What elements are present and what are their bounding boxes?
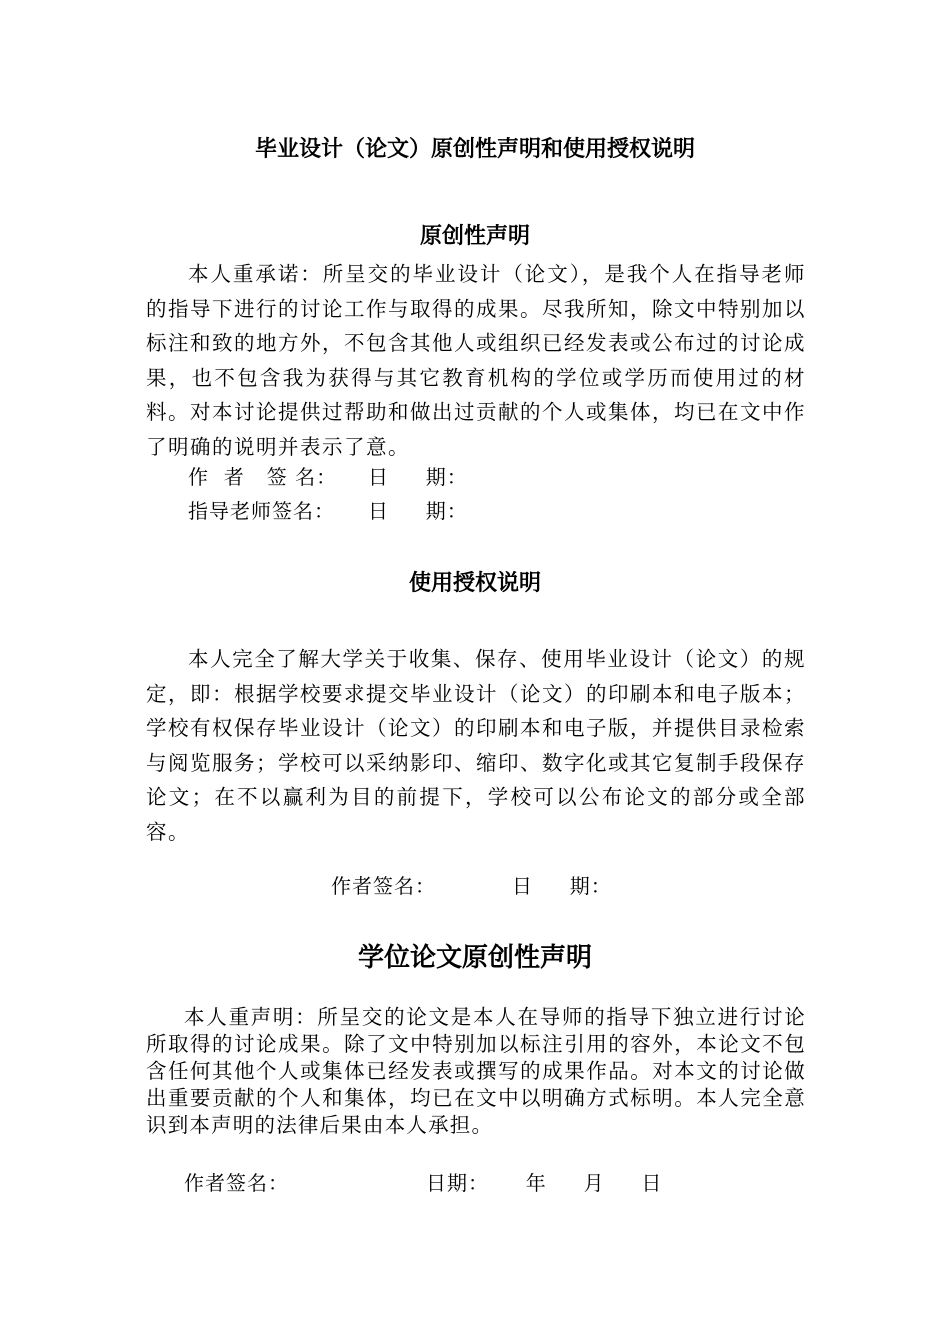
originality-advisor-sign-label: 指导老师签名：: [188, 499, 335, 523]
originality-advisor-date-label: 日 期：: [368, 499, 468, 523]
originality-body: 本人重承诺：所呈交的毕业设计（论文），是我个人在指导老师的指导下进行的讨论工作与取得的成果。尽我所知，除文中特别加以标注和致的地方外，不包含其他人或组织已经发表或公布过的讨论成果，也不包含我为获得与其它教育机构的学位或学历而使用过的材料。对本讨论提供过帮助和做出过贡献的个人或集体，均已在文中作了明确的说明并表示了意。: [146, 262, 806, 459]
authorization-date-label: 日 期：: [512, 874, 612, 898]
authorization-body: 本人完全了解大学关于收集、保存、使用毕业设计（论文）的规定，即：根据学校要求提交毕业设计（论文）的印刷本和电子版本；学校有权保存毕业设计（论文）的印刷本和电子版，并提供目录检索与阅览服务；学校可以采纳影印、缩印、数字化或其它复制手段保存论文；在不以赢利为目的前提下，学校可以公布论文的部分或全部容。: [146, 647, 806, 844]
degree-heading: 学位论文原创性声明: [357, 943, 592, 973]
originality-heading: 原创性声明: [419, 224, 530, 249]
degree-body: 本人重声明：所呈交的论文是本人在导师的指导下独立进行讨论所取得的讨论成果。除了文中特别加以标注引用的容外，本论文不包含任何其他个人或集体已经发表或撰写的成果作品。对本文的讨论做出重要贡献的个人和集体，均已在文中以明确方式标明。本人完全意识到本声明的法律后果由本人承担。: [146, 1005, 806, 1137]
authorization-heading: 使用授权说明: [408, 571, 541, 596]
degree-date-line: 日期： 年 月 日: [426, 1171, 663, 1195]
originality-author-date-label: 日 期：: [368, 465, 468, 489]
document-title: 毕业设计（论文）原创性声明和使用授权说明: [254, 137, 695, 162]
degree-author-sign-label: 作者签名：: [184, 1171, 289, 1195]
authorization-author-sign-label: 作者签名：: [331, 874, 436, 898]
originality-author-sign-label: 作 者 签 名：: [188, 465, 338, 489]
